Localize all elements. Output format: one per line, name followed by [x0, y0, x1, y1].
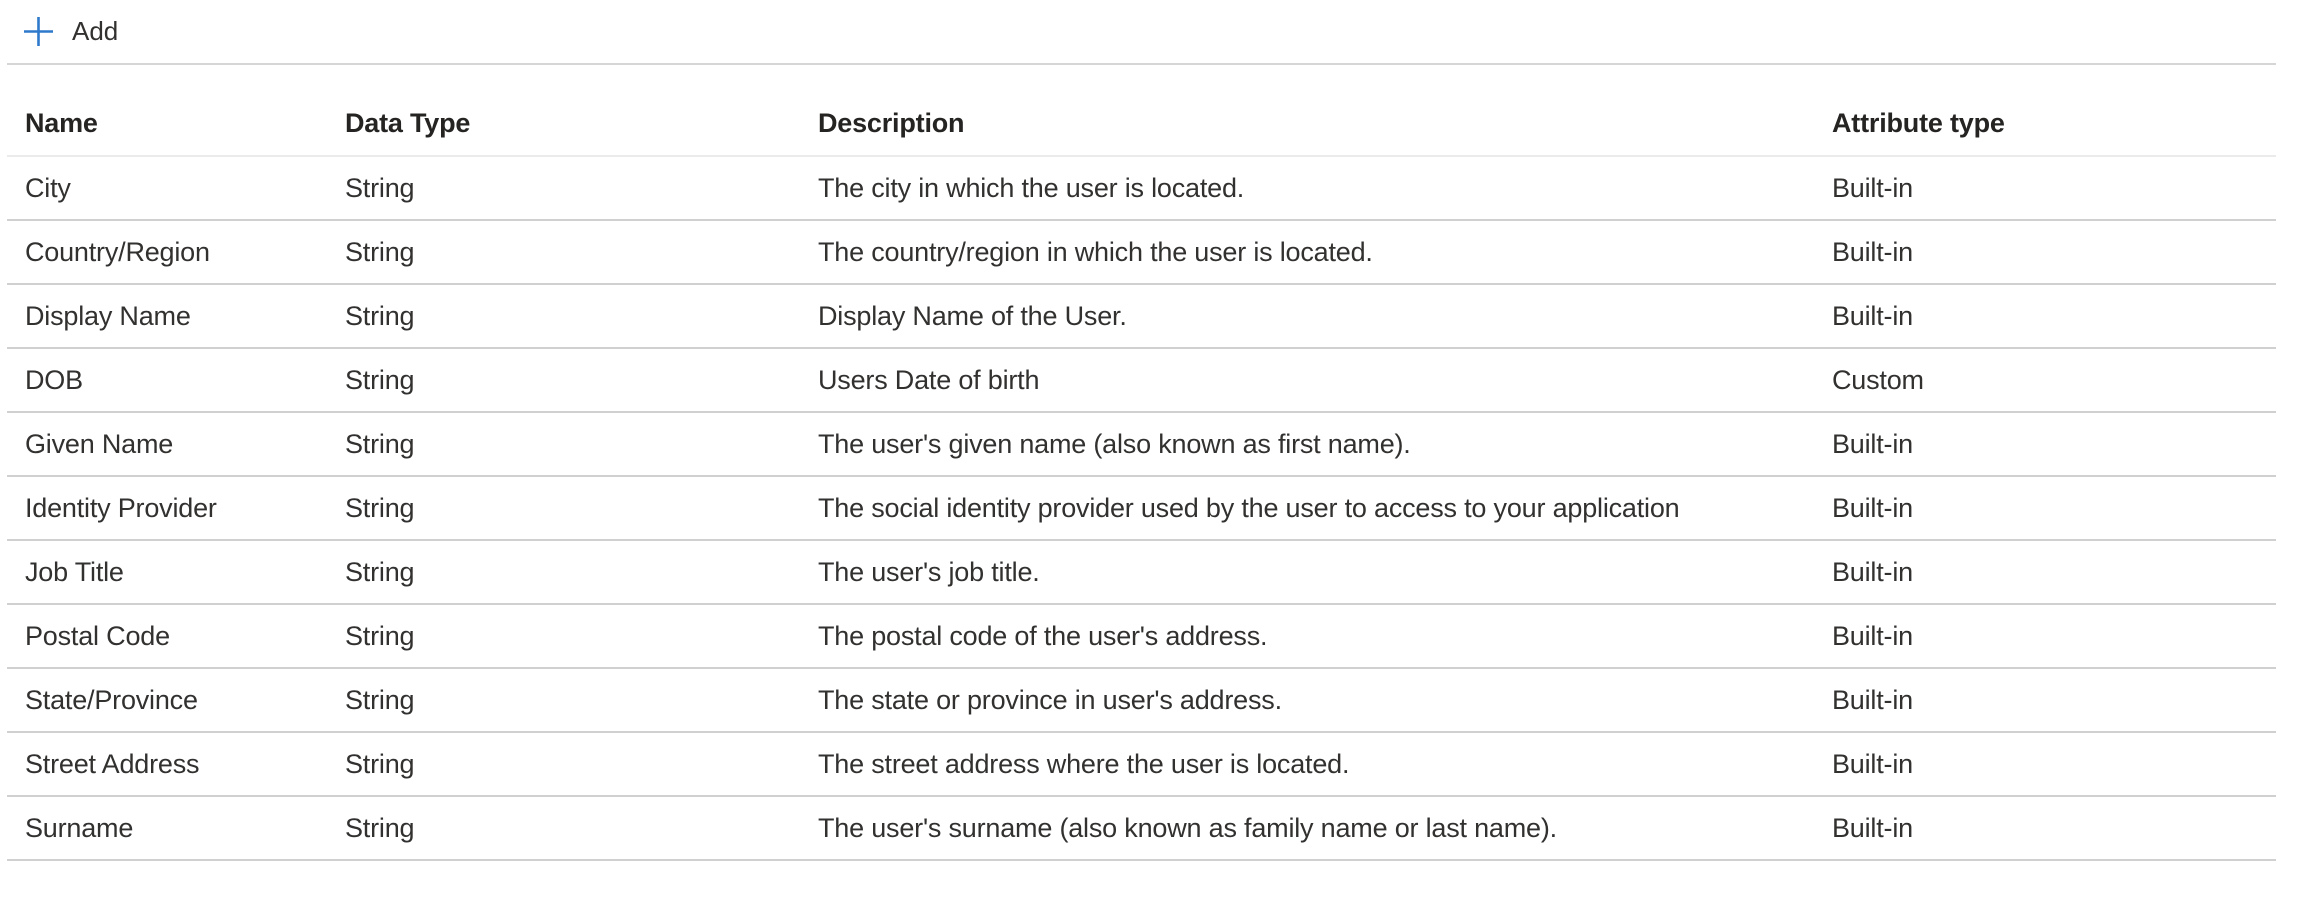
table-row[interactable] — [7, 541, 2276, 605]
cell-data-type: String — [345, 620, 415, 651]
cell-data-type: String — [345, 428, 415, 459]
column-header-data-type: Data Type — [345, 108, 471, 138]
plus-icon — [23, 16, 54, 47]
cell-data-type: String — [345, 172, 415, 203]
cell-description: The city in which the user is located. — [818, 172, 1245, 203]
table-row[interactable] — [7, 157, 2276, 221]
cell-name: State/Province — [25, 684, 198, 715]
cell-attribute-type: Built-in — [1832, 812, 1913, 843]
cell-description: The user's surname (also known as family name or last name). — [818, 812, 1557, 843]
cell-name: Street Address — [25, 748, 200, 779]
add-button[interactable] — [7, 4, 132, 60]
cell-data-type: String — [345, 364, 415, 395]
cell-attribute-type: Built-in — [1832, 684, 1913, 715]
cell-name: City — [25, 172, 71, 203]
column-header-attribute-type: Attribute type — [1832, 108, 2005, 138]
table-row[interactable] — [7, 477, 2276, 541]
column-header-name: Name — [25, 108, 98, 138]
table-row[interactable] — [7, 669, 2276, 733]
cell-attribute-type: Built-in — [1832, 492, 1913, 523]
cell-name: Identity Provider — [25, 492, 217, 523]
cell-data-type: String — [345, 236, 415, 267]
cell-attribute-type: Built-in — [1832, 428, 1913, 459]
command-bar — [7, 0, 2276, 65]
cell-attribute-type: Custom — [1832, 364, 1924, 395]
add-button-label: Add — [72, 16, 119, 46]
cell-description: Users Date of birth — [818, 364, 1040, 395]
table-row[interactable] — [7, 285, 2276, 349]
cell-description: The social identity provider used by the user to access to your application — [818, 492, 1680, 523]
cell-description: The postal code of the user's address. — [818, 620, 1268, 651]
attribute-table-body — [7, 157, 2276, 861]
cell-description: The country/region in which the user is located. — [818, 236, 1373, 267]
cell-name: Surname — [25, 812, 134, 843]
table-row[interactable] — [7, 797, 2276, 861]
cell-data-type: String — [345, 556, 415, 587]
cell-name: Display Name — [25, 300, 191, 331]
cell-attribute-type: Built-in — [1832, 556, 1913, 587]
cell-name: Given Name — [25, 428, 174, 459]
cell-attribute-type: Built-in — [1832, 300, 1913, 331]
table-row[interactable] — [7, 605, 2276, 669]
table-row[interactable] — [7, 349, 2276, 413]
cell-name: Postal Code — [25, 620, 170, 651]
column-header-description: Description — [818, 108, 965, 138]
table-row[interactable] — [7, 221, 2276, 285]
cell-data-type: String — [345, 748, 415, 779]
cell-description: The state or province in user's address. — [818, 684, 1282, 715]
table-header-row — [7, 65, 2276, 157]
cell-data-type: String — [345, 684, 415, 715]
cell-data-type: String — [345, 300, 415, 331]
table-row[interactable] — [7, 413, 2276, 477]
cell-data-type: String — [345, 812, 415, 843]
cell-attribute-type: Built-in — [1832, 748, 1913, 779]
cell-name: Job Title — [25, 556, 124, 587]
cell-data-type: String — [345, 492, 415, 523]
cell-attribute-type: Built-in — [1832, 236, 1913, 267]
cell-name: Country/Region — [25, 236, 210, 267]
table-row[interactable] — [7, 733, 2276, 797]
cell-description: The street address where the user is located. — [818, 748, 1350, 779]
cell-description: The user's job title. — [818, 556, 1040, 587]
cell-description: The user's given name (also known as first name). — [818, 428, 1411, 459]
cell-name: DOB — [25, 364, 83, 395]
cell-description: Display Name of the User. — [818, 300, 1127, 331]
attributes-table — [7, 65, 2276, 861]
cell-attribute-type: Built-in — [1832, 172, 1913, 203]
cell-attribute-type: Built-in — [1832, 620, 1913, 651]
